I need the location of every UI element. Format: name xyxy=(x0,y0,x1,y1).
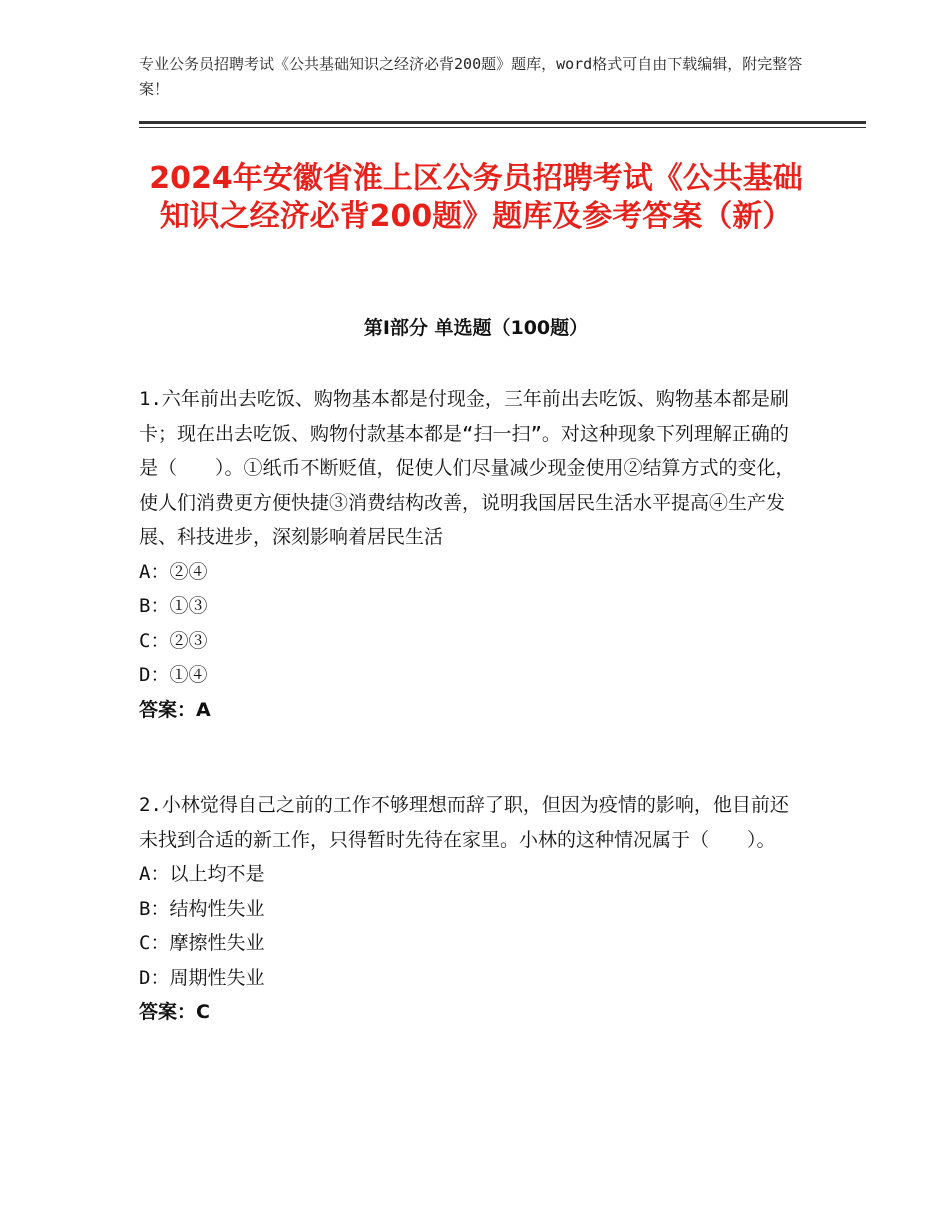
header-note: 专业公务员招聘考试《公共基础知识之经济必背200题》题库，word格式可自由下载编辑，附完整答案！ xyxy=(139,55,803,98)
option-b: B：①③ xyxy=(139,595,208,617)
question-1 xyxy=(139,382,799,727)
option-d: D：周期性失业 xyxy=(139,966,265,989)
answer-line: 答案：C xyxy=(139,1001,210,1023)
question-2 xyxy=(139,788,799,1030)
option-c: C：②③ xyxy=(139,629,208,652)
option-d: D：①④ xyxy=(139,664,208,686)
option-c: C：摩擦性失业 xyxy=(139,932,265,954)
option-b: B：结构性失业 xyxy=(139,897,265,920)
answer-line: 答案：A xyxy=(139,698,211,721)
header-rule-thin xyxy=(139,127,866,128)
option-a: A：以上均不是 xyxy=(139,863,265,885)
section-title: 第I部分 单选题（100题） xyxy=(363,317,589,339)
question-stem: 2.小林觉得自己之前的工作不够理想而辞了职，但因为疫情的影响，他目前还未找到合适的新工作，只得暂时先待在家里。小林的这种情况属于（ ）。 xyxy=(139,794,789,851)
option-a: A：②④ xyxy=(139,560,208,583)
document-title: 2024年安徽省淮上区公务员招聘考试《公共基础知识之经济必背200题》题库及参考答案（新） xyxy=(149,161,803,234)
question-stem: 1.六年前出去吃饭、购物基本都是付现金，三年前出去吃饭、购物基本都是刷卡；现在出去吃饭、购物付款基本都是“扫一扫”。对这种现象下列理解正确的是（ ）。①纸币不断贬值，促使人们尽量减少现金使用②结算方式的变化，使人们消费更方便快捷③消费结构改善，说明我国居民生活水平提高④生产发展、科技进步，深刻影响着居民生活 xyxy=(139,388,795,548)
header-rule-thick xyxy=(139,121,866,124)
